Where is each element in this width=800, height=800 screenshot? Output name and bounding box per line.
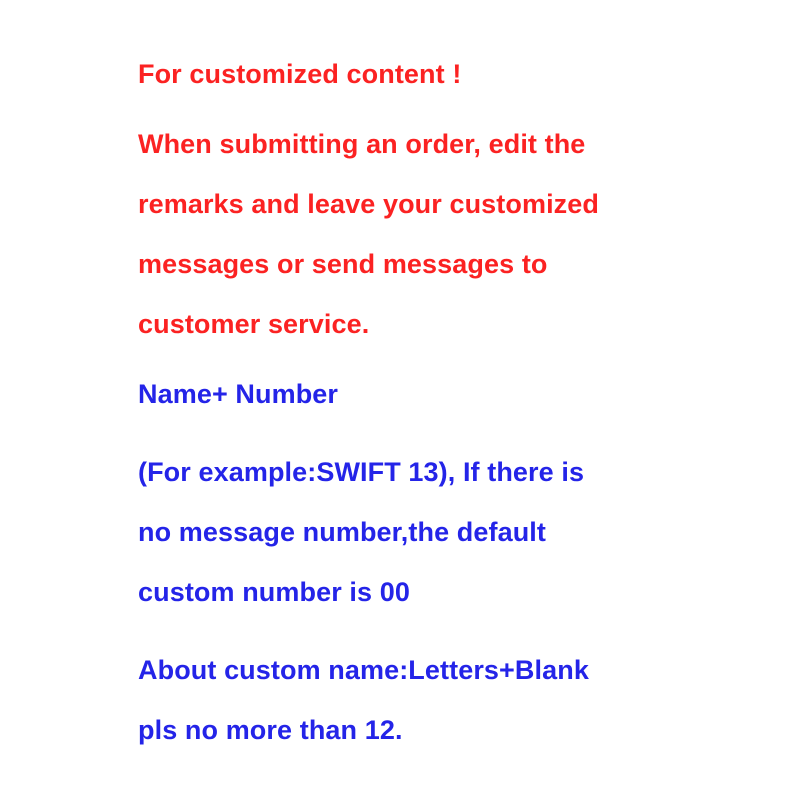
spacer bbox=[138, 622, 680, 640]
instructions-block bbox=[138, 114, 680, 354]
instructions-line-2: remarks and leave your customized bbox=[138, 189, 599, 219]
spacer bbox=[138, 354, 680, 364]
spacer bbox=[138, 424, 680, 442]
example-note-block bbox=[138, 442, 680, 622]
name-rule-block bbox=[138, 640, 680, 760]
instructions-line-3: messages or send messages to bbox=[138, 249, 548, 279]
format-label: Name+ Number bbox=[138, 379, 339, 409]
heading-block bbox=[138, 44, 680, 104]
page-title: For customized content ! bbox=[138, 59, 462, 89]
example-note-line-3: custom number is 00 bbox=[138, 577, 410, 607]
name-rule-line-2: pls no more than 12. bbox=[138, 715, 403, 745]
spacer bbox=[138, 104, 680, 114]
example-note-line-1: (For example:SWIFT 13), If there is bbox=[138, 457, 585, 487]
format-label-block bbox=[138, 364, 680, 424]
instructions-line-1: When submitting an order, edit the bbox=[138, 129, 586, 159]
name-rule-line-1: About custom name:Letters+Blank bbox=[138, 655, 589, 685]
example-note-line-2: no message number,the default bbox=[138, 517, 546, 547]
instructions-line-4: customer service. bbox=[138, 309, 370, 339]
